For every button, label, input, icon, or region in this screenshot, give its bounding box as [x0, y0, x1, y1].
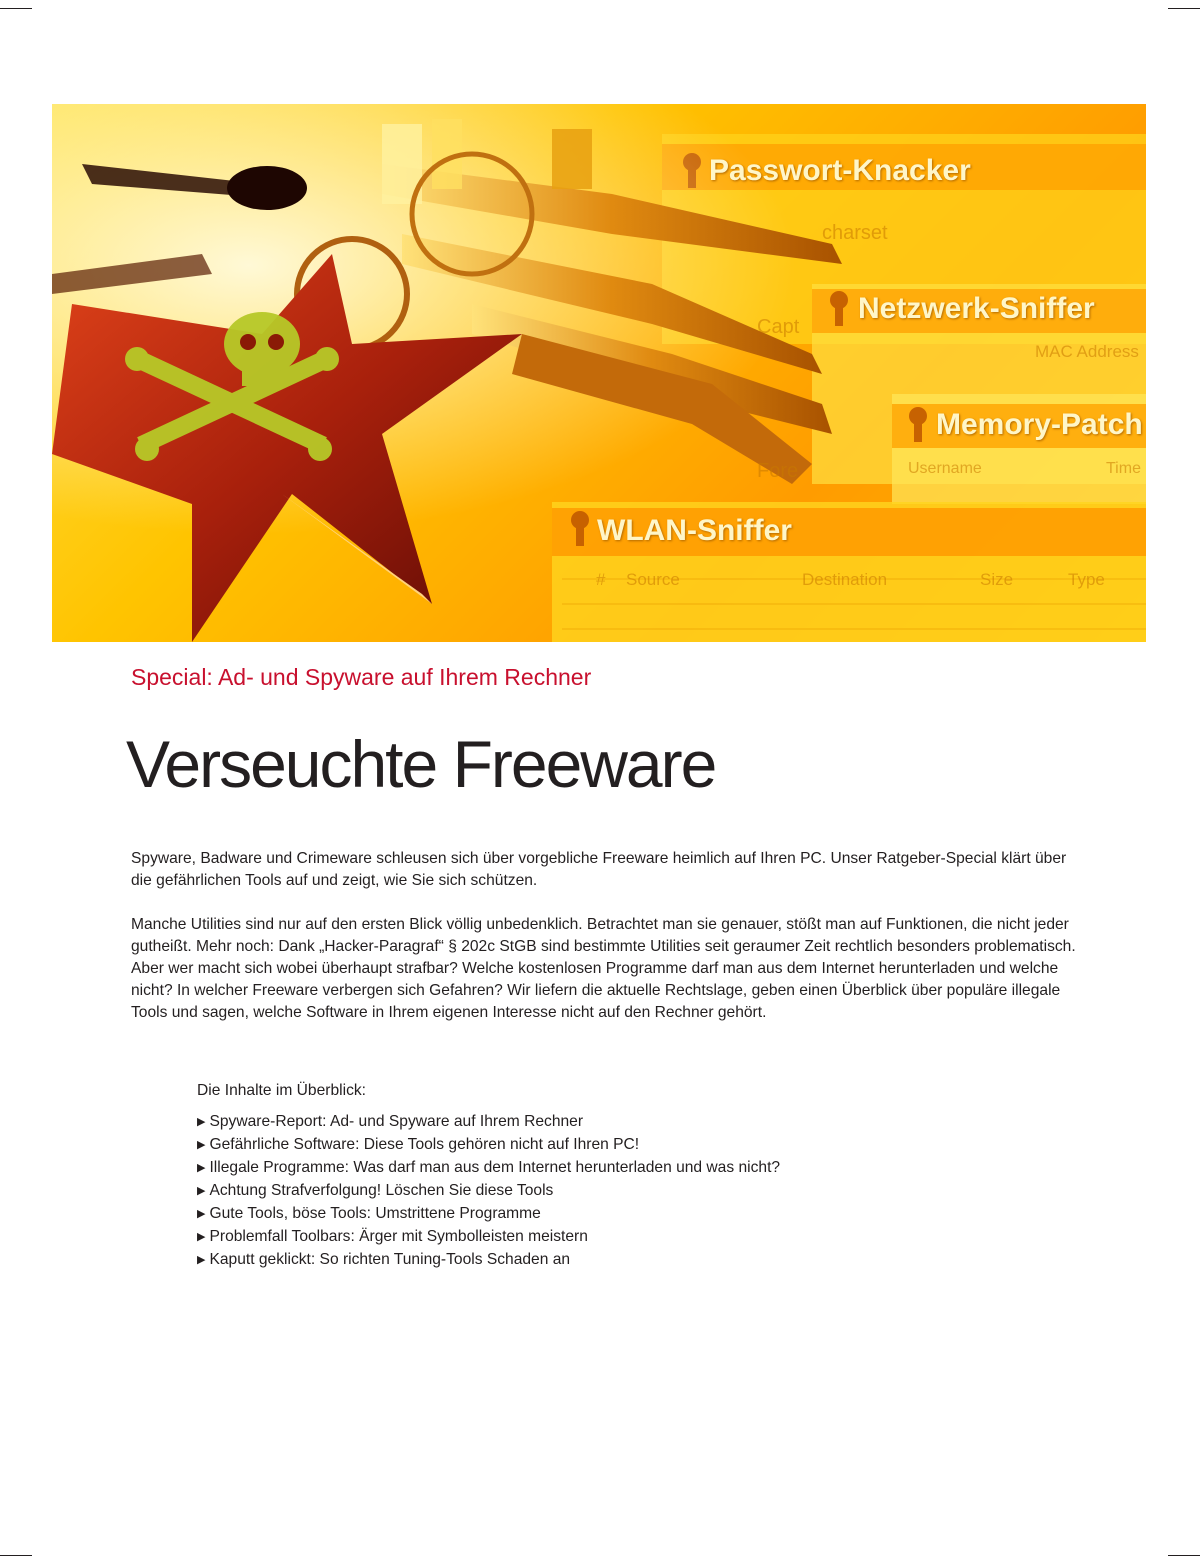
table-column-size: Size [980, 570, 1014, 589]
toc-item-label: Gute Tools, böse Tools: Umstrittene Programme [209, 1205, 541, 1222]
article-body: Manche Utilities sind nur auf den ersten Blick völlig unbedenklich. Betrachtet man sie genauer, stößt man auf Funktionen, die nicht jeder gutheißt. Mehr noch: Dank „Hacker-Paragraf“ § 202c StGB sind bestimmte Utilities seit geraumer Zeit rechtlich besonders problematisch. Aber wer macht sich wobei überhaupt strafbar? Welche kostenlosen Programme darf man aus dem Internet herunterladen und welche nicht? In welcher Freeware verbergen sich Gefahren? Wir liefern die aktuelle Rechtslage, geben einen Überblick über populäre illegale Tools und sagen, welche Software in Ihrem eigenen Interesse nicht auf den Rechner gehört. [131, 916, 1076, 1021]
crop-mark-bottom-right [1168, 1555, 1200, 1556]
table-column-type: Type [1068, 570, 1105, 589]
article-intro: Spyware, Badware und Crimeware schleusen sich über vorgebliche Freeware heimlich auf Ihren PC. Unser Ratgeber-Special klärt über die gefährlichen Tools auf und zeigt, wie Sie sich schützen. [131, 850, 1067, 889]
bullet-triangle-icon: ▶ [197, 1185, 206, 1197]
crop-mark-bottom-left [0, 1555, 32, 1556]
window-fragment-username: Username [908, 460, 982, 477]
toc-item [197, 1226, 780, 1249]
window-title-wlan-sniffer: WLAN-Sniffer [597, 514, 792, 547]
toc-item-label: Achtung Strafverfolgung! Löschen Sie diese Tools [209, 1182, 554, 1199]
bullet-triangle-icon: ▶ [197, 1254, 206, 1266]
bullet-triangle-icon: ▶ [197, 1139, 206, 1151]
toc-item [197, 1157, 780, 1180]
bullet-triangle-icon: ▶ [197, 1208, 206, 1220]
toc-item-label: Problemfall Toolbars: Ärger mit Symbolleisten meistern [209, 1228, 588, 1245]
toc-item [197, 1180, 780, 1203]
window-fragment-mac-address: MAC Address [1035, 342, 1139, 361]
window-fragment-capt: Capt [757, 316, 800, 338]
toc-item-label: Gefährliche Software: Diese Tools gehören nicht auf Ihren PC! [209, 1136, 640, 1153]
window-title-netzwerk-sniffer: Netzwerk-Sniffer [858, 292, 1095, 325]
bullet-triangle-icon: ▶ [197, 1162, 206, 1174]
window-fragment-fore: Fore [757, 460, 799, 482]
table-column-source: Source [626, 570, 680, 589]
toc-item [197, 1134, 780, 1157]
crop-mark-top-left [0, 8, 32, 9]
window-fragment-time: Time [1106, 460, 1141, 477]
window-fragment-charset: charset [822, 222, 888, 244]
bullet-triangle-icon: ▶ [197, 1231, 206, 1243]
toc-heading: Die Inhalte im Überblick: [197, 1082, 366, 1099]
window-title-memory-patch: Memory-Patch [936, 408, 1143, 441]
toc-item [197, 1111, 780, 1134]
bullet-triangle-icon: ▶ [197, 1116, 206, 1128]
crop-mark-top-right [1168, 8, 1200, 9]
header-illustration [52, 104, 1146, 642]
toc-item [197, 1203, 780, 1226]
table-column-destination: Destination [802, 570, 888, 589]
toc-item-label: Illegale Programme: Was darf man aus dem Internet herunterladen und was nicht? [209, 1159, 781, 1176]
toc-list [197, 1111, 780, 1272]
window-title-passwort-knacker: Passwort-Knacker [709, 154, 971, 187]
table-column-number: # [596, 570, 606, 589]
article-title: Verseuchte Freeware [126, 727, 716, 801]
illustration-artwork [52, 104, 1146, 642]
toc-item [197, 1249, 780, 1272]
article-kicker: Special: Ad- und Spyware auf Ihrem Rechner [131, 664, 592, 690]
toc-item-label: Kaputt geklickt: So richten Tuning-Tools Schaden an [209, 1251, 571, 1268]
toc-item-label: Spyware-Report: Ad- und Spyware auf Ihrem Rechner [209, 1113, 584, 1130]
